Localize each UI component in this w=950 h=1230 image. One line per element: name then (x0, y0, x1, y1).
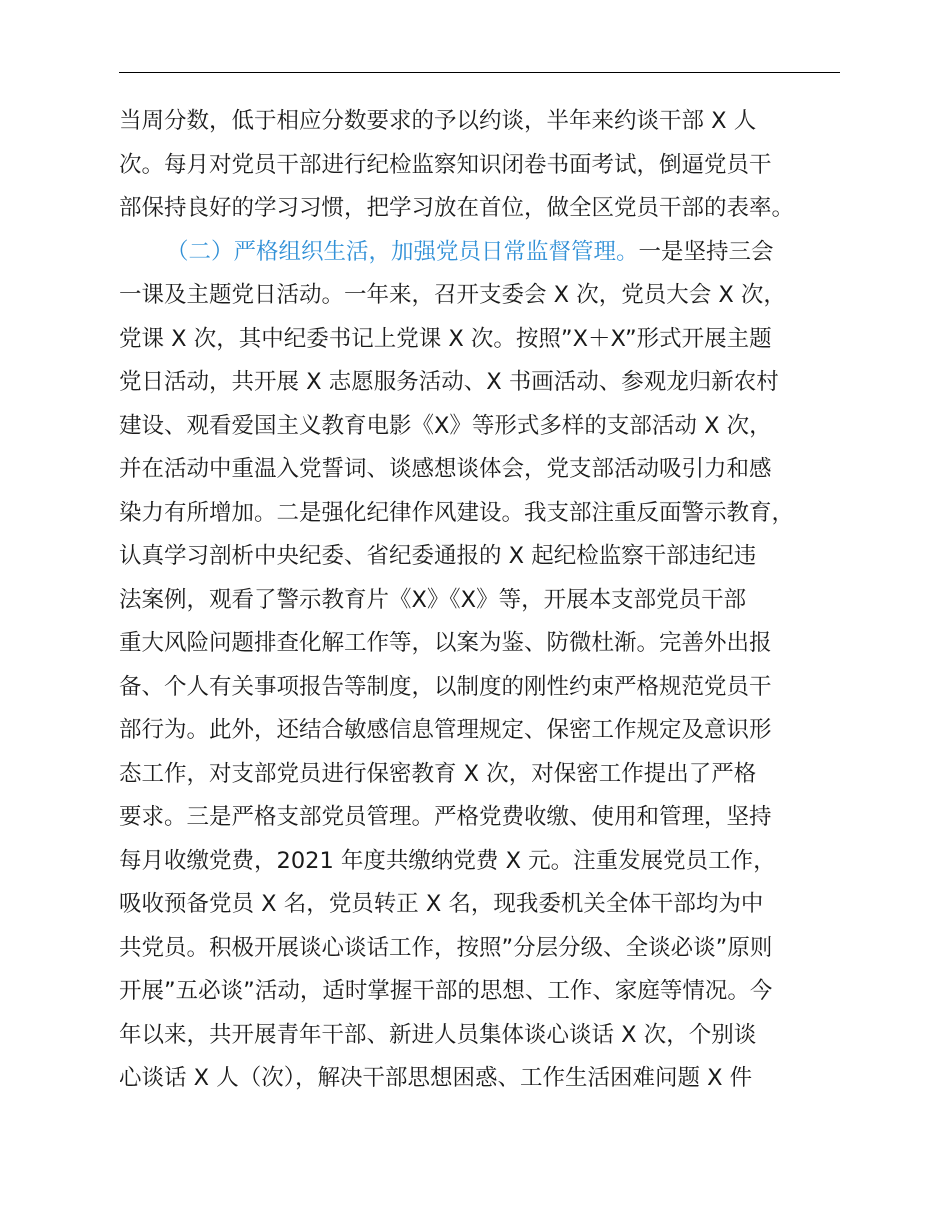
paragraph-line: 年以来，共开展青年干部、新进人员集体谈心谈话 X 次，个别谈 (119, 1021, 757, 1048)
paragraph-text: 一是坚持三会 (638, 238, 774, 265)
paragraph-line: 次。每月对党员干部进行纪检监察知识闭卷书面考试，倒逼党员干 (119, 151, 772, 178)
paragraph-line: 重大风险问题排查化解工作等，以案为鉴、防微杜渐。完善外出报 (119, 630, 772, 656)
paragraph-line: 开展”五必谈”活动，适时掌握干部的思想、工作、家庭等情况。今 (119, 978, 773, 1004)
paragraph-line: 每月收缴党费，2021 年度共缴纳党费 X 元。注重发展党员工作， (119, 847, 776, 874)
paragraph-line: 态工作，对支部党员进行保密教育 X 次，对保密工作提出了严格 (119, 760, 757, 787)
section-heading: （二）严格组织生活，加强党员日常监督管理。 (166, 238, 639, 265)
paragraph-line: 染力有所增加。二是强化纪律作风建设。我支部注重反面警示教育， (119, 499, 795, 526)
paragraph-line: 部行为。此外，还结合敏感信息管理规定、保密工作规定及意识形 (119, 717, 772, 743)
header-rule (119, 72, 840, 73)
document-body (119, 100, 859, 1101)
paragraph-line: 党日活动，共开展 X 志愿服务活动、X 书画活动、参观龙归新农村 (119, 369, 779, 395)
paragraph-line: 建设、观看爱国主义教育电影《X》等形式多样的支部活动 X 次， (119, 412, 772, 439)
paragraph-line: 并在活动中重温入党誓词、谈感想谈体会，党支部活动吸引力和感 (119, 456, 772, 482)
paragraph-line: 法案例，观看了警示教育片《X》《X》等，开展本支部党员干部 (119, 586, 747, 613)
paragraph-line: 吸收预备党员 X 名，党员转正 X 名，现我委机关全体干部均为中 (119, 891, 764, 917)
paragraph-line: 党课 X 次，其中纪委书记上党课 X 次。按照”X＋X”形式开展主题 (119, 325, 772, 352)
paragraph-line: 一课及主题党日活动。一年来，召开支委会 X 次，党员大会 X 次， (119, 282, 786, 308)
paragraph-line: 共党员。积极开展谈心谈话工作，按照”分层分级、全谈必谈”原则 (119, 934, 773, 961)
paragraph-line: 备、个人有关事项报告等制度，以制度的刚性约束严格规范党员干 (119, 673, 772, 700)
section-heading-line (119, 231, 859, 275)
paragraph-line: 心谈话 X 人（次），解决干部思想困惑、工作生活困难问题 X 件 (119, 1065, 753, 1091)
paragraph-line: 当周分数，低于相应分数要求的予以约谈，半年来约谈干部 X 人 (119, 108, 757, 134)
paragraph-line: 认真学习剖析中央纪委、省纪委通报的 X 起纪检监察干部违纪违 (119, 543, 757, 569)
paragraph-line: 要求。三是严格支部党员管理。严格党费收缴、使用和管理，坚持 (119, 804, 772, 830)
paragraph-line: 部保持良好的学习习惯，把学习放在首位，做全区党员干部的表率。 (119, 195, 795, 221)
